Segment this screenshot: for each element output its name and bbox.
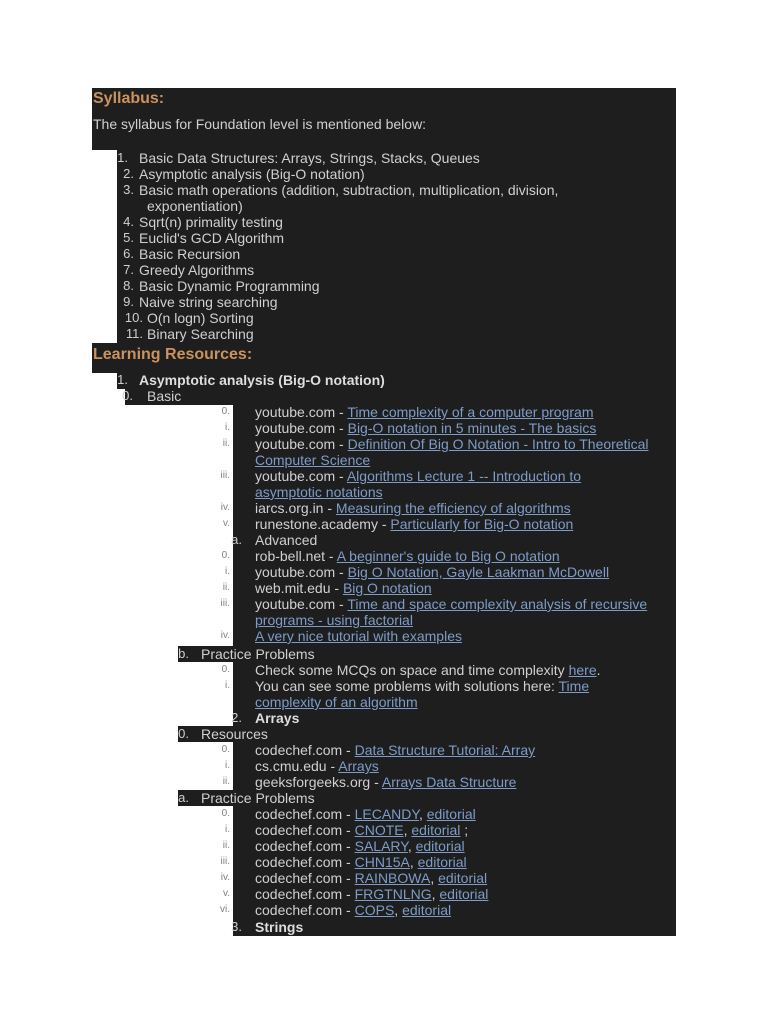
editorial-link[interactable]: editorial <box>402 902 452 918</box>
resource-link[interactable]: Algorithms Lecture 1 -- Introduction to <box>346 468 582 484</box>
link-row-continuation <box>255 452 370 468</box>
link-marker: 0. <box>221 744 230 755</box>
link-marker: iii. <box>220 598 230 609</box>
separator: , <box>418 806 427 822</box>
link-marker: 0. <box>221 550 230 561</box>
list-item: Basic Data Structures: Arrays, Strings, Stacks, Queues <box>139 150 480 166</box>
list-item: Basic Dynamic Programming <box>139 278 320 294</box>
link-marker: iv. <box>220 502 230 513</box>
problem-link[interactable]: LECANDY <box>354 806 419 822</box>
resource-link[interactable]: Arrays <box>338 758 379 774</box>
site-name: iarcs.org.in - <box>255 500 336 516</box>
site-name: codechef.com - <box>255 886 355 902</box>
site-name: youtube.com - <box>255 564 348 580</box>
list-marker: 10. <box>124 310 143 325</box>
item-marker: 0. <box>221 664 230 675</box>
item-marker: iii. <box>220 856 230 867</box>
link-row <box>255 500 571 516</box>
resource-link[interactable]: Time and space complexity analysis of recursive <box>347 596 648 612</box>
link-row <box>255 548 560 564</box>
subsection-label: Advanced <box>255 532 318 548</box>
list-marker: 8. <box>123 278 134 293</box>
link-row <box>255 758 379 774</box>
link-marker: ii. <box>222 776 230 787</box>
editorial-link[interactable]: editorial <box>438 870 488 886</box>
topic-number: 2. <box>231 710 242 725</box>
separator: , <box>431 886 440 902</box>
site-name: web.mit.edu - <box>255 580 343 596</box>
topic-title: Strings <box>255 919 304 935</box>
list-item: Sqrt(n) primality testing <box>139 214 283 230</box>
practice-text: Check some MCQs on space and time complexity <box>255 662 569 678</box>
resource-link[interactable]: Particularly for Big-O notation <box>390 516 574 532</box>
site-name: runestone.academy - <box>255 516 391 532</box>
subsection-marker: a. <box>178 790 189 805</box>
syllabus-heading: Syllabus: <box>93 90 165 107</box>
editorial-link[interactable]: editorial <box>411 822 461 838</box>
link-marker: iv. <box>220 630 230 641</box>
link-row <box>255 774 516 790</box>
link-row <box>255 596 647 612</box>
editorial-link[interactable]: editorial <box>426 806 476 822</box>
site-name: cs.cmu.edu - <box>255 758 339 774</box>
problem-row <box>255 822 468 838</box>
resource-link[interactable]: Measuring the efficiency of algorithms <box>335 500 571 516</box>
site-name: codechef.com - <box>255 806 355 822</box>
resource-link-continuation[interactable]: Computer Science <box>255 452 371 468</box>
item-marker: i. <box>225 680 230 691</box>
trailing-text: ; <box>460 822 469 838</box>
problem-row <box>255 886 488 902</box>
subsection-marker: a. <box>231 532 242 547</box>
site-name: rob-bell.net - <box>255 548 337 564</box>
link-marker: i. <box>225 760 230 771</box>
resources-heading: Learning Resources: <box>93 346 253 363</box>
separator: , <box>409 854 418 870</box>
time-complexity-link[interactable]: Time <box>558 678 590 694</box>
list-marker: 11. <box>125 326 143 341</box>
list-marker: 2. <box>123 166 134 181</box>
problem-link[interactable]: SALARY <box>354 838 408 854</box>
list-item: Naive string searching <box>139 294 278 310</box>
list-marker: 4. <box>123 214 134 229</box>
practice-row <box>255 662 601 678</box>
problem-link[interactable]: CNOTE <box>354 822 404 838</box>
practice-row-continuation <box>255 694 418 710</box>
link-marker: 0. <box>221 406 230 417</box>
time-complexity-link-continuation[interactable]: complexity of an algorithm <box>255 694 418 710</box>
site-name: youtube.com - <box>255 596 348 612</box>
resource-link[interactable]: Data Structure Tutorial: Array <box>354 742 536 758</box>
subsection-label: Resources <box>201 726 268 742</box>
practice-text: You can see some problems with solutions here: <box>255 678 559 694</box>
subsection-marker: b. <box>178 646 189 661</box>
list-item-continuation: exponentiation) <box>147 198 243 214</box>
separator: , <box>407 838 416 854</box>
subsection-label: Basic <box>147 388 182 404</box>
site-name: youtube.com - <box>255 404 348 420</box>
site-name: codechef.com - <box>255 902 355 918</box>
item-marker: 0. <box>221 808 230 819</box>
resource-link-continuation[interactable]: asymptotic notations <box>255 484 383 500</box>
here-link[interactable]: here <box>568 662 597 678</box>
site-name: codechef.com - <box>255 838 355 854</box>
topic-title: Arrays <box>255 710 300 726</box>
list-item: Euclid's GCD Algorithm <box>139 230 285 246</box>
link-marker: v. <box>222 518 230 529</box>
site-name: youtube.com - <box>255 420 348 436</box>
problem-row <box>255 806 476 822</box>
topic-title: Asymptotic analysis (Big-O notation) <box>139 372 385 388</box>
problem-link[interactable]: RAINBOWA <box>354 870 431 886</box>
subsection-marker: 0. <box>178 726 189 741</box>
resource-link[interactable]: A beginner's guide to Big O notation <box>336 548 560 564</box>
link-row <box>255 468 581 484</box>
problem-link[interactable]: FRGTNLNG <box>354 886 432 902</box>
list-item: Greedy Algorithms <box>139 262 255 278</box>
list-item: O(n logn) Sorting <box>147 310 254 326</box>
syllabus-intro: The syllabus for Foundation level is mentioned below: <box>93 116 427 132</box>
problem-row <box>255 870 487 886</box>
list-marker: 5. <box>123 230 134 245</box>
list-marker: 7. <box>123 262 134 277</box>
site-name: youtube.com - <box>255 436 348 452</box>
problem-row <box>255 838 465 854</box>
resource-link[interactable]: A very nice tutorial with examples <box>255 628 462 644</box>
resource-link[interactable]: Big-O notation in 5 minutes - The basics <box>347 420 597 436</box>
list-item: Binary Searching <box>147 326 254 342</box>
problem-row <box>255 854 467 870</box>
separator: , <box>403 822 412 838</box>
topic-number: 1. <box>117 372 128 387</box>
editorial-link[interactable]: editorial <box>417 854 467 870</box>
item-marker: ii. <box>222 840 230 851</box>
editorial-link[interactable]: editorial <box>415 838 465 854</box>
bg-block-basic <box>125 389 676 405</box>
link-row <box>255 516 573 532</box>
list-marker: 9. <box>123 294 134 309</box>
item-marker: vi. <box>220 904 230 915</box>
subsection-marker: 0. <box>122 388 133 403</box>
list-item: Asymptotic analysis (Big-O notation) <box>139 166 365 182</box>
resource-link[interactable]: Time complexity of a computer program <box>347 404 594 420</box>
site-name: codechef.com - <box>255 870 355 886</box>
link-row <box>255 420 596 436</box>
separator: , <box>394 902 403 918</box>
site-name: codechef.com - <box>255 822 355 838</box>
item-marker: i. <box>225 824 230 835</box>
resource-link[interactable]: Big O notation <box>342 580 432 596</box>
item-marker: v. <box>222 888 230 899</box>
link-row <box>255 580 432 596</box>
link-row <box>255 436 649 452</box>
list-item: Basic math operations (addition, subtraction, multiplication, division, <box>139 182 559 198</box>
link-marker: ii. <box>222 582 230 593</box>
link-row <box>255 742 535 758</box>
resource-link-continuation[interactable]: programs - using factorial <box>255 612 413 628</box>
separator: , <box>430 870 439 886</box>
site-name: geeksforgeeks.org - <box>255 774 382 790</box>
site-name: codechef.com - <box>255 742 355 758</box>
link-marker: i. <box>225 422 230 433</box>
resource-link[interactable]: Definition Of Big O Notation - Intro to Theoretical <box>347 436 649 452</box>
link-row <box>255 404 593 420</box>
link-row-continuation <box>255 484 383 500</box>
resource-link[interactable]: Arrays Data Structure <box>381 774 517 790</box>
practice-row <box>255 678 589 694</box>
topic-number: 3. <box>231 919 242 934</box>
list-marker: 1. <box>117 150 128 165</box>
item-marker: iv. <box>220 872 230 883</box>
link-marker: ii. <box>222 438 230 449</box>
link-row <box>255 564 609 580</box>
site-name: codechef.com - <box>255 854 355 870</box>
subsection-label: Practice Problems <box>201 790 315 806</box>
link-marker: iii. <box>220 470 230 481</box>
resource-link[interactable]: Big O Notation, Gayle Laakman McDowell <box>347 564 610 580</box>
list-item: Basic Recursion <box>139 246 241 262</box>
list-marker: 3. <box>123 182 134 197</box>
problem-link[interactable]: CHN15A <box>354 854 410 870</box>
problem-row <box>255 902 451 918</box>
list-marker: 6. <box>123 246 134 261</box>
subsection-label: Practice Problems <box>201 646 315 662</box>
editorial-link[interactable]: editorial <box>439 886 489 902</box>
trailing-punctuation: . <box>596 662 601 678</box>
link-row <box>255 628 462 644</box>
link-marker: i. <box>225 566 230 577</box>
site-name: youtube.com - <box>255 468 347 484</box>
problem-link[interactable]: COPS <box>354 902 395 918</box>
link-row-continuation <box>255 612 413 628</box>
